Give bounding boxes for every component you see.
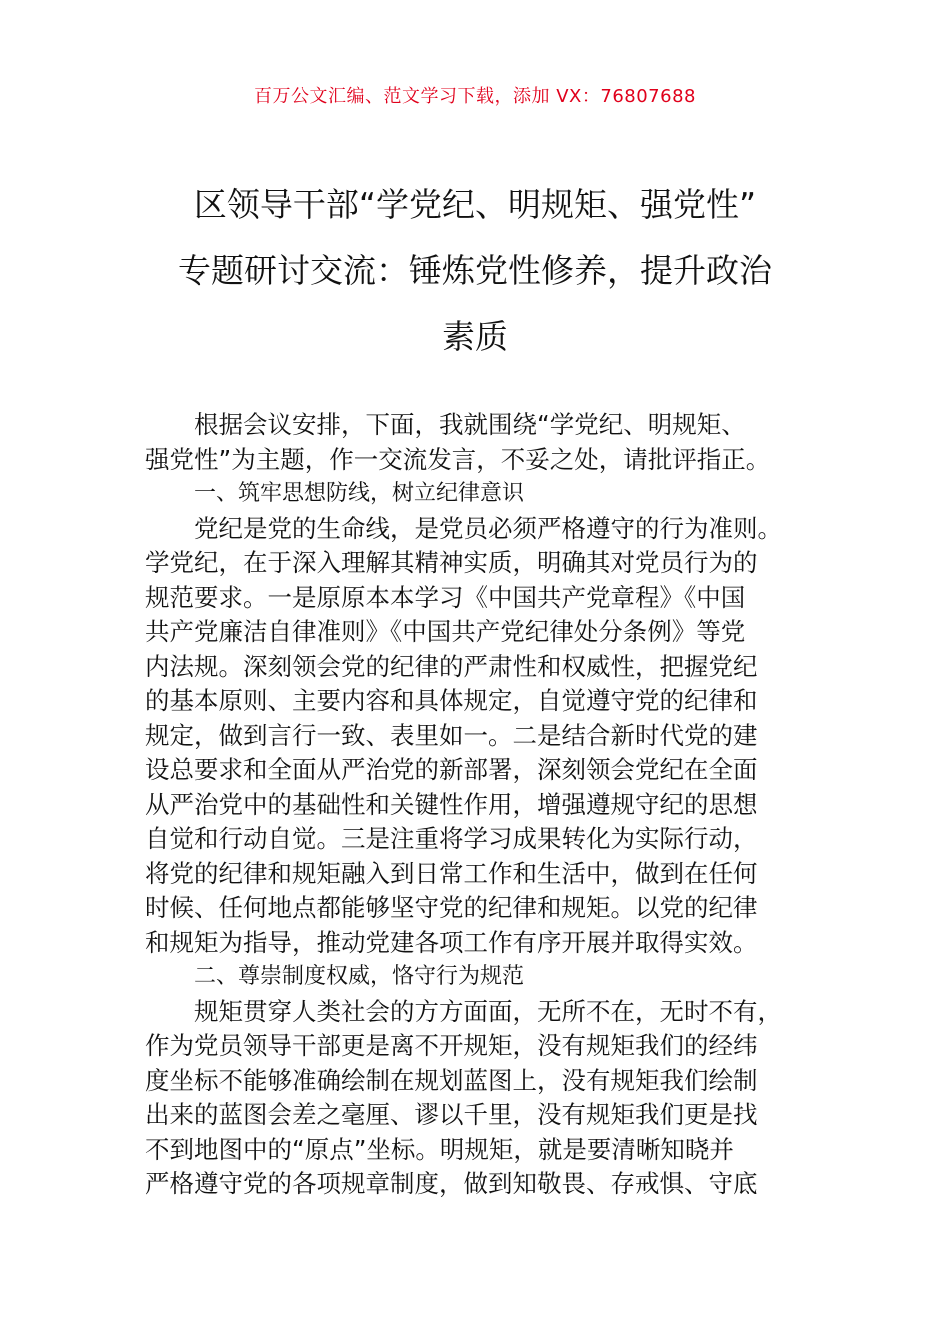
- body-line: 将党的纪律和规矩融入到日常工作和生活中，做到在任何: [145, 858, 758, 888]
- body-line: 规定，做到言行一致、表里如一。二是结合新时代党的建: [145, 720, 758, 750]
- body-line: 和规矩为指导，推动党建各项工作有序开展并取得实效。: [145, 927, 758, 957]
- body-line: 党纪是党的生命线，是党员必须严格遵守的行为准则。: [194, 513, 782, 543]
- title-line: 区领导干部“学党纪、明规矩、强党性”: [193, 185, 757, 224]
- body-line: 内法规。深刻领会党的纪律的严肃性和权威性，把握党纪: [145, 651, 758, 681]
- document-body: [145, 408, 813, 1202]
- title-line: 专题研讨交流：锤炼党性修养，提升政治: [178, 251, 772, 290]
- body-line: 从严治党中的基础性和关键性作用，增强遵规守纪的思想: [145, 789, 758, 819]
- body-line: 学党纪，在于深入理解其精神实质，明确其对党员行为的: [145, 548, 758, 577]
- body-line: 的基本原则、主要内容和具体规定，自觉遵守党的纪律和: [145, 686, 758, 715]
- body-line: 时候、任何地点都能够坚守党的纪律和规矩。以党的纪律: [145, 893, 758, 922]
- body-line: 规矩贯穿人类社会的方方面面，无所不在，无时不有，: [194, 996, 782, 1026]
- body-line: 强党性”为主题，作一交流发言，不妥之处，请批评指正。: [145, 444, 771, 474]
- section-heading: 一、筑牢思想防线，树立纪律意识: [194, 481, 525, 506]
- body-line: 根据会议安排，下面，我就围绕“学党纪、明规矩、: [194, 410, 746, 439]
- body-line: 不到地图中的“原点”坐标。明规矩，就是要清晰知晓并: [145, 1134, 734, 1164]
- body-line: 度坐标不能够准确绘制在规划蓝图上，没有规矩我们绘制: [145, 1065, 758, 1095]
- title-line: 素质: [442, 317, 508, 356]
- promo-banner: 百万公文汇编、范文学习下载，添加 VX：76807688: [254, 86, 696, 107]
- body-line: 规范要求。一是原原本本学习《中国共产党章程》《中国: [145, 582, 746, 612]
- body-line: 作为党员领导干部更是离不开规矩，没有规矩我们的经纬: [145, 1031, 758, 1060]
- body-line: 出来的蓝图会差之毫厘、谬以千里，没有规矩我们更是找: [145, 1100, 758, 1129]
- body-line: 严格遵守党的各项规章制度，做到知敬畏、存戒惧、守底: [145, 1169, 758, 1198]
- body-line: 自觉和行动自觉。三是注重将学习成果转化为实际行动，: [145, 824, 758, 853]
- body-line: 设总要求和全面从严治党的新部署，深刻领会党纪在全面: [145, 755, 758, 784]
- document-title: [140, 172, 810, 370]
- body-line: 共产党廉洁自律准则》《中国共产党纪律处分条例》等党: [145, 617, 746, 646]
- section-heading: 二、尊崇制度权威，恪守行为规范: [194, 964, 525, 989]
